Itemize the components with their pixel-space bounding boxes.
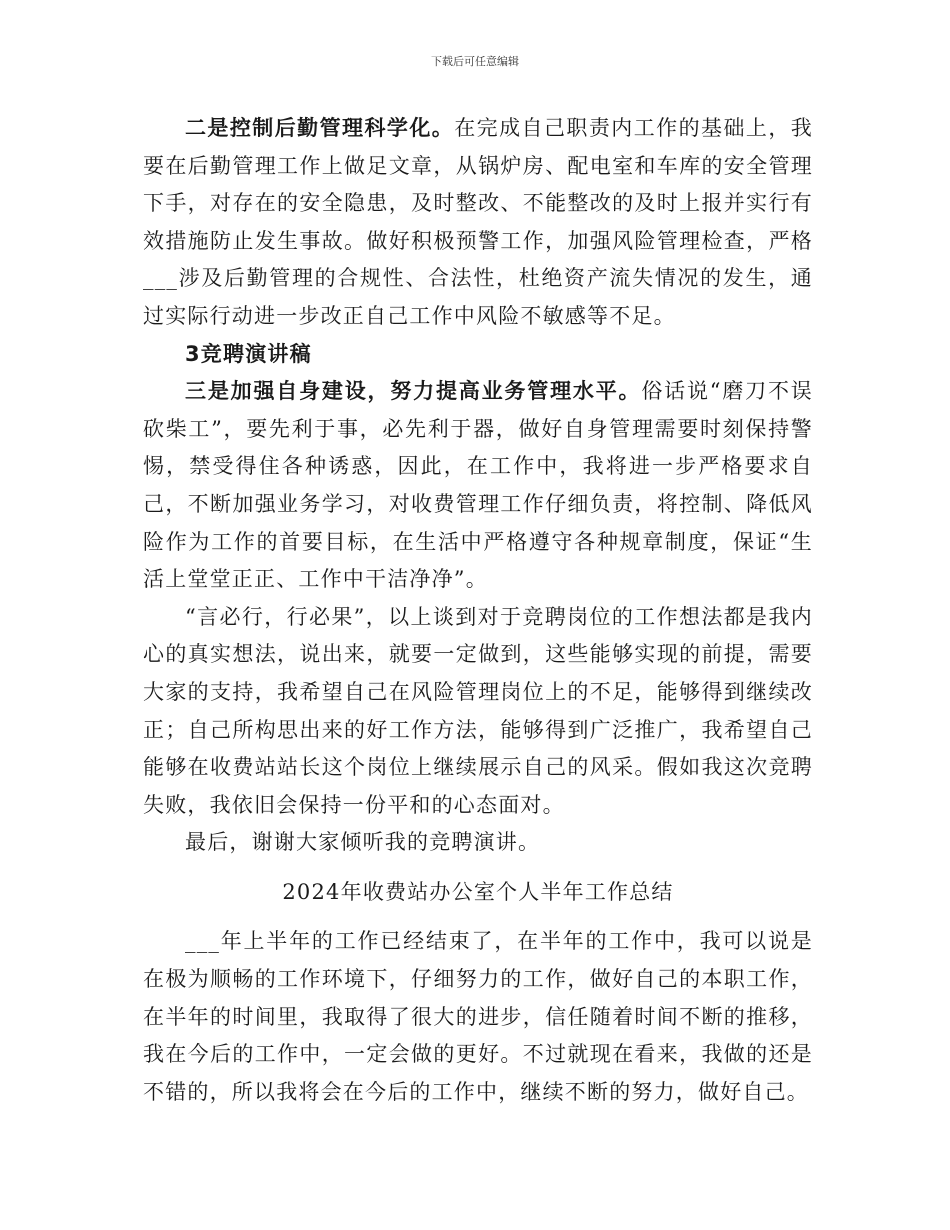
paragraph-half-year-summary: ___年上半年的工作已经结束了，在半年的工作中，我可以说是在极为顺畅的工作环境下，仔细努力的工作，做好自己的本职工作，在半年的时间里，我取得了很大的进步，信任随着时间不断的推移，我在今后的工作中，一定会做的更好。不过就现在看来，我做的还是不错的，所以我将会在今后的工作中，继续不断的努力，做好自己。	[143, 929, 813, 1104]
paragraph-promise: “言必行，行必果”，以上谈到对于竞聘岗位的工作想法都是我内心的真实想法，说出来，就要一定做到，这些能够实现的前提，需要大家的支持，我希望自己在风险管理岗位上的不足，能够得到继续改正；自己所构思出来的好工作方法，能够得到广泛推广，我希望自己能够在收费站站长这个岗位上继续展示自己的风采。假如我这次竞聘失败，我依旧会保持一份平和的心态面对。	[143, 604, 813, 817]
paragraph-text: 在完成自己职责内工作的基础上，我要在后勤管理工作上做足文章，从锅炉房、配电室和车库的安全管理下手，对存在的安全隐患，及时整改、不能整改的及时上报并实行有效措施防止发生事故。做好积极预警工作，加强风险管理检查，严格___涉及后勤管理的合规性、合法性，杜绝资产流失情况的发生，通过实际行动进一步改正自己工作中风险不敏感等不足。	[143, 116, 813, 328]
paragraph-lead: 二是控制后勤管理科学化。	[185, 116, 455, 140]
paragraph-text: 俗话说“磨刀不误砍柴工”，要先利于事，必先利于器，做好自身管理需要时刻保持警惕，禁受得住各种诱惑，因此，在工作中，我将进一步严格要求自己，不断加强业务学习，对收费管理工作仔细负责，将控制、降低风险作为工作的首要目标，在生活中严格遵守各种规章制度，保证“生活上堂堂正正、工作中干洁净净”。	[143, 379, 813, 592]
paragraph-closing: 最后，谢谢大家倾听我的竞聘演讲。	[185, 830, 541, 855]
paragraph-control-logistics	[143, 110, 813, 336]
paragraph-self-building	[143, 373, 813, 599]
document-title: 2024年收费站办公室个人半年工作总结	[282, 879, 674, 904]
page-header: 下载后可任意编辑	[431, 55, 519, 68]
section-heading: 3竞聘演讲稿	[185, 341, 312, 366]
document-body	[143, 110, 813, 1111]
paragraph-lead: 三是加强自身建设，努力提高业务管理水平。	[185, 379, 642, 404]
